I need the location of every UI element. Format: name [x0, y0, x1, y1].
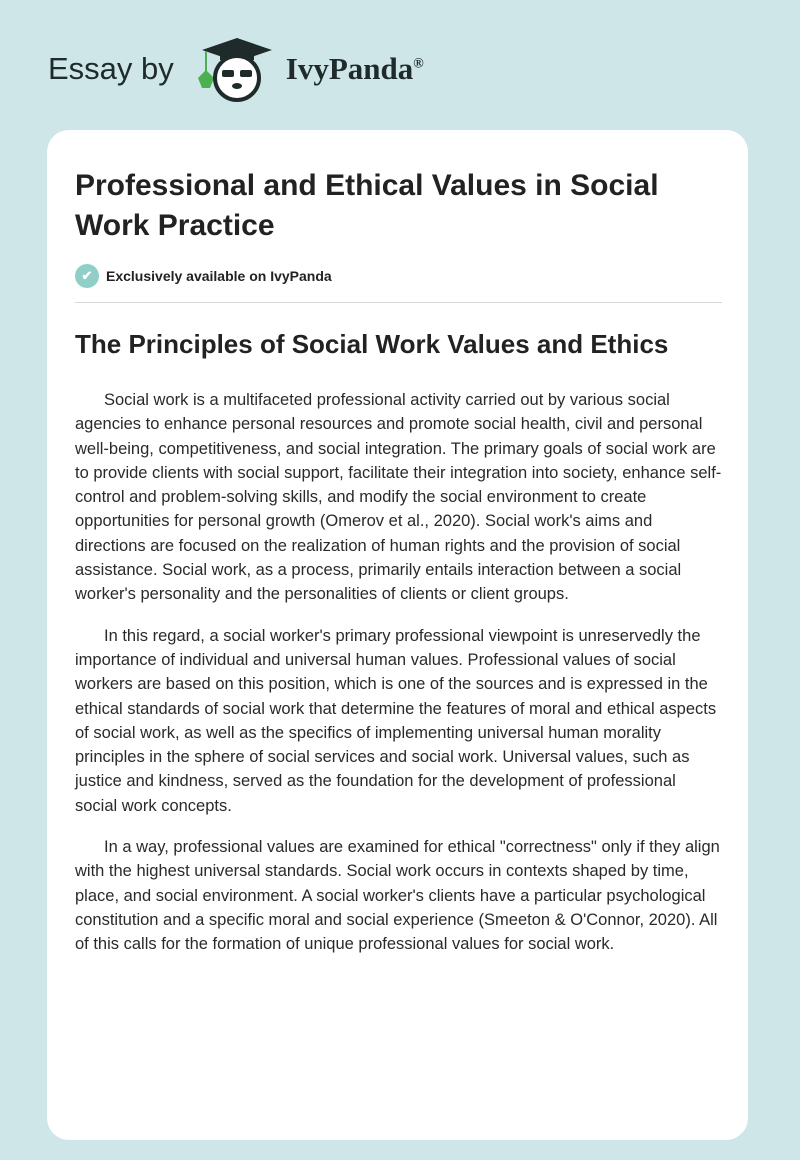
check-icon: ✔ [75, 264, 99, 288]
brand-name[interactable] [286, 51, 424, 87]
brand-text: IvyPanda [285, 51, 414, 86]
site-header [48, 34, 424, 104]
section-heading: The Principles of Social Work Values and Ethics [75, 329, 669, 359]
essay-card [47, 130, 748, 1140]
paragraph: In a way, professional values are examined for ethical "correctness" only if they align with the highest universal standards. Social work occurs in contexts shaped by time, place, and social environment. A social worker's clients have a particular psychological constitution and a specific moral and social experience (Smeeton & O'Connor, 2020). All of this calls for the formation of unique professional values for social work. [75, 838, 720, 954]
divider [75, 302, 722, 303]
registered-mark: ® [413, 56, 424, 72]
badge-text: Exclusively available on IvyPanda [106, 268, 332, 284]
ivypanda-logo-icon[interactable] [192, 34, 282, 104]
paragraph: In this regard, a social worker's primary professional viewpoint is unreservedly the importance of individual and universal human values. Professional values of social workers are based on this position, which is one of the sources and is expressed in the ethical standards of social work that determine the features of moral and ethical aspects of social work, as well as the specifics of implementing universal human morality principles in the sphere of social services and social work. Universal values, such as justice and kindness, served as the foundation for the development of professional social work concepts. [75, 626, 717, 815]
essay-title: Professional and Ethical Values in Social Work Practice [75, 169, 659, 242]
essay-by-label: Essay by [48, 51, 174, 86]
exclusive-badge [75, 264, 722, 288]
paragraph: Social work is a multifaceted professional activity carried out by various social agencies to enhance personal resources and promote social health, civil and personal well-being, competitiveness, and social integration. The primary goals of social work are to provide clients with social support, facilitate their integration into society, enhance self-control and problem-solving skills, and modify the social environment to create opportunities for personal growth (Omerov et al., 2020). Social work's aims and directions are focused on the realization of human rights and the provision of social assistance. Social work, as a process, primarily entails interaction between a social worker's personality and the personalities of clients or client groups. [75, 391, 722, 604]
